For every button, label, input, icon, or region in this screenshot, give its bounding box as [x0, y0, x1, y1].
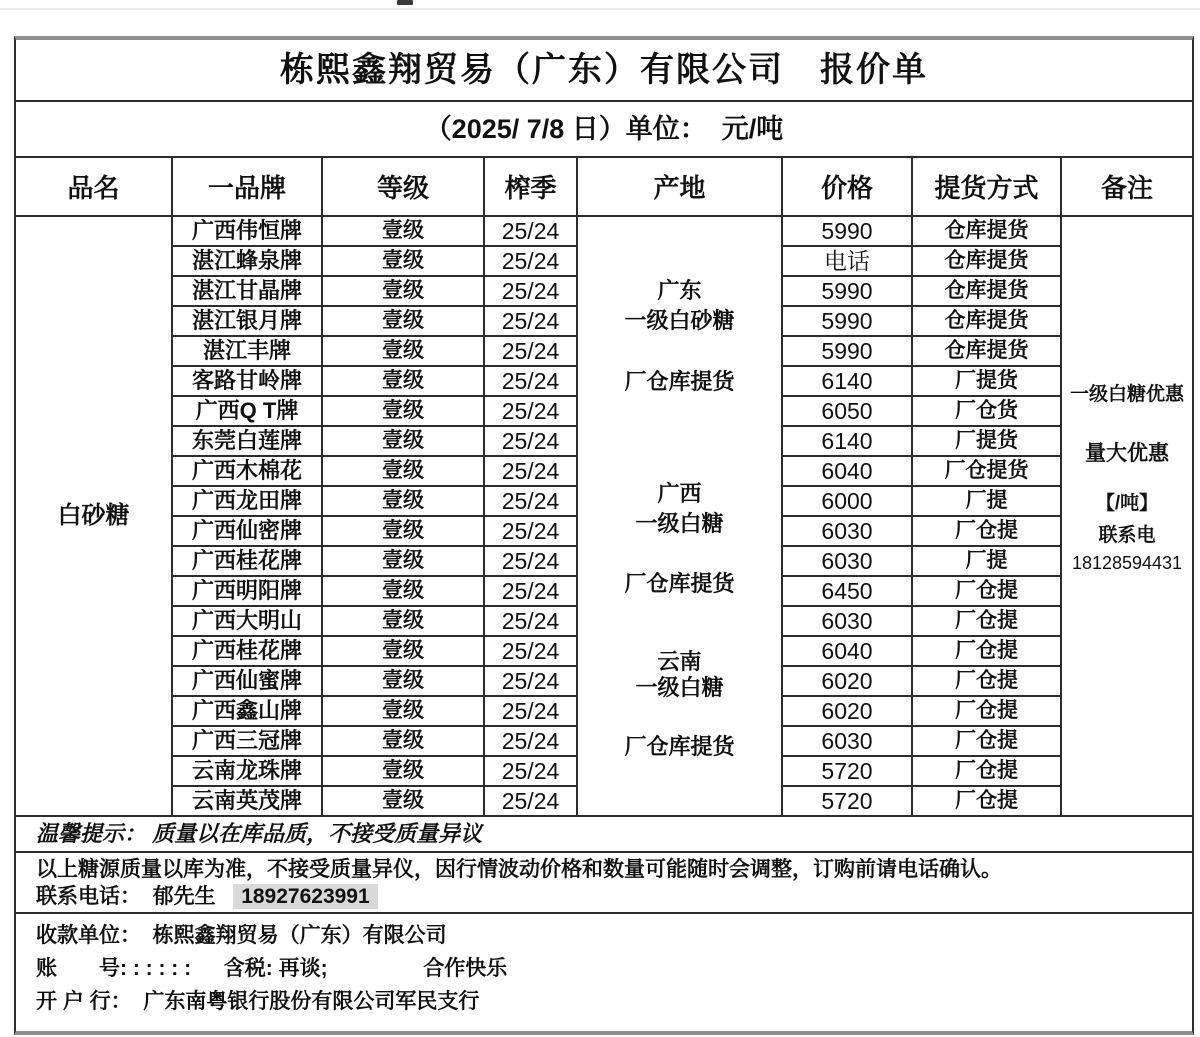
- grade-cell: 壹级: [322, 696, 484, 726]
- origin-region-guangdong: 广东: [657, 278, 702, 303]
- quote-table: [16, 158, 1192, 817]
- quote-table-body: [16, 216, 1192, 816]
- grade-cell: 壹级: [322, 756, 484, 786]
- pickup-cell: 厂提: [912, 486, 1061, 516]
- grade-cell: 壹级: [322, 246, 484, 276]
- price-cell: 电话: [782, 246, 912, 276]
- pickup-cell: 厂仓提: [912, 516, 1061, 546]
- season-cell: 25/24: [484, 276, 577, 306]
- pickup-cell: 仓库提货: [912, 216, 1061, 246]
- origin-pickup-yunnan: 厂仓库提货: [624, 734, 735, 759]
- brand-cell: 客路甘岭牌: [172, 366, 322, 396]
- brand-cell: 广西木棉花: [172, 456, 322, 486]
- season-cell: 25/24: [484, 456, 577, 486]
- price-cell: 6450: [782, 576, 912, 606]
- grade-cell: 壹级: [322, 546, 484, 576]
- date-unit-line: （2025/ 7/8 日）单位： 元/吨: [16, 102, 1192, 158]
- col-header-pickup: 提货方式: [912, 158, 1061, 216]
- origin-product-yunnan: 一级白糖: [635, 675, 724, 700]
- origin-pickup-guangdong: 厂仓库提货: [624, 369, 735, 394]
- payment-info-box: [16, 914, 1192, 1031]
- origin-region-yunnan: 云南: [657, 649, 702, 674]
- origin-region-guangxi: 广西: [657, 481, 702, 506]
- brand-cell: 云南龙珠牌: [172, 756, 322, 786]
- season-cell: 25/24: [484, 396, 577, 426]
- brand-cell: 广西三冠牌: [172, 726, 322, 756]
- grade-cell: 壹级: [322, 456, 484, 486]
- grade-cell: 壹级: [322, 396, 484, 426]
- table-row: [16, 216, 1192, 246]
- pickup-cell: 厂仓提: [912, 726, 1061, 756]
- pickup-cell: 仓库提货: [912, 276, 1061, 306]
- product-name-cell: 白砂糖: [16, 216, 172, 816]
- season-cell: 25/24: [484, 486, 577, 516]
- origin-product-guangdong: 一级白砂糖: [624, 308, 735, 333]
- remark-contact-label: 联系电: [1098, 525, 1156, 546]
- season-cell: 25/24: [484, 246, 577, 276]
- pickup-cell: 厂仓提: [912, 756, 1061, 786]
- price-cell: 6020: [782, 696, 912, 726]
- season-cell: 25/24: [484, 546, 577, 576]
- grade-cell: 壹级: [322, 666, 484, 696]
- brand-cell: 湛江蜂泉牌: [172, 246, 322, 276]
- price-cell: 6020: [782, 666, 912, 696]
- grade-cell: 壹级: [322, 726, 484, 756]
- price-cell: 6030: [782, 606, 912, 636]
- season-cell: 25/24: [484, 696, 577, 726]
- window-edge-artifact: [397, 0, 413, 5]
- brand-cell: 广西桂花牌: [172, 636, 322, 666]
- pickup-cell: 厂提货: [912, 426, 1061, 456]
- origin-cell: [577, 216, 782, 816]
- brand-cell: 广西Q T牌: [172, 396, 322, 426]
- price-cell: 6050: [782, 396, 912, 426]
- remark-cell: [1061, 216, 1192, 816]
- price-cell: 5990: [782, 306, 912, 336]
- col-header-remark: 备注: [1061, 158, 1192, 216]
- brand-cell: 广西大明山: [172, 606, 322, 636]
- brand-cell: 广西仙密牌: [172, 516, 322, 546]
- price-cell: 6040: [782, 456, 912, 486]
- col-header-season: 榨季: [484, 158, 577, 216]
- col-header-brand: 一品牌: [172, 158, 322, 216]
- contact-phone: 18927623991: [233, 884, 377, 909]
- season-cell: 25/24: [484, 576, 577, 606]
- price-cell: 5990: [782, 276, 912, 306]
- quotation-sheet: [14, 36, 1194, 1035]
- brand-cell: 东莞白莲牌: [172, 426, 322, 456]
- price-cell: 5720: [782, 786, 912, 816]
- notes-box: [16, 853, 1192, 914]
- pickup-cell: 厂仓提: [912, 606, 1061, 636]
- brand-cell: 湛江甘晶牌: [172, 276, 322, 306]
- grade-cell: 壹级: [322, 576, 484, 606]
- pickup-cell: 厂仓提: [912, 636, 1061, 666]
- account-line: 账 号: : : : : : 含税: 再谈; 合作快乐: [36, 957, 508, 980]
- pickup-cell: 厂仓货: [912, 396, 1061, 426]
- price-cell: 6030: [782, 516, 912, 546]
- brand-cell: 广西仙蜜牌: [172, 666, 322, 696]
- pickup-cell: 厂提货: [912, 366, 1061, 396]
- brand-cell: 广西伟恒牌: [172, 216, 322, 246]
- bank-line: 开 户 行： 广东南粤银行股份有限公司军民支行: [36, 990, 480, 1013]
- pickup-cell: 厂仓提: [912, 666, 1061, 696]
- page-title: 栋熙鑫翔贸易（广东）有限公司 报价单: [16, 40, 1192, 102]
- remark-bulk-discount: 量大优惠: [1085, 442, 1169, 465]
- quality-note-line: 以上糖源质量以库为准，不接受质量异仪，因行情波动价格和数量可能随时会调整，订购前请电话确认。: [36, 858, 1002, 881]
- season-cell: 25/24: [484, 786, 577, 816]
- grade-cell: 壹级: [322, 606, 484, 636]
- remark-phone-number: 18128594431: [1071, 553, 1183, 573]
- origin-pickup-guangxi: 厂仓库提货: [624, 571, 735, 596]
- contact-line: [36, 883, 1192, 910]
- price-cell: 5990: [782, 216, 912, 246]
- pickup-cell: 厂仓提: [912, 576, 1061, 606]
- season-cell: 25/24: [484, 366, 577, 396]
- table-header-row: [16, 158, 1192, 216]
- season-cell: 25/24: [484, 426, 577, 456]
- remark-discount: 一级白糖优惠: [1069, 384, 1184, 405]
- brand-cell: 广西明阳牌: [172, 576, 322, 606]
- remark-unit: 【/吨】: [1095, 493, 1159, 514]
- season-cell: 25/24: [484, 666, 577, 696]
- season-cell: 25/24: [484, 756, 577, 786]
- warm-tip-line: 温馨提示： 质量以在库品质，不接受质量异议: [16, 817, 1192, 853]
- grade-cell: 壹级: [322, 216, 484, 246]
- col-header-grade: 等级: [322, 158, 484, 216]
- col-header-product: 品名: [16, 158, 172, 216]
- price-cell: 5990: [782, 336, 912, 366]
- price-cell: 6140: [782, 426, 912, 456]
- col-header-origin: 产地: [577, 158, 782, 216]
- separator-line: [0, 8, 1200, 10]
- pickup-cell: 仓库提货: [912, 336, 1061, 366]
- payee-line: 收款单位： 栋熙鑫翔贸易（广东）有限公司: [36, 924, 447, 947]
- season-cell: 25/24: [484, 636, 577, 666]
- grade-cell: 壹级: [322, 426, 484, 456]
- pickup-cell: 仓库提货: [912, 246, 1061, 276]
- price-cell: 6030: [782, 546, 912, 576]
- brand-cell: 广西桂花牌: [172, 546, 322, 576]
- pickup-cell: 厂仓提: [912, 696, 1061, 726]
- grade-cell: 壹级: [322, 636, 484, 666]
- brand-cell: 广西龙田牌: [172, 486, 322, 516]
- grade-cell: 壹级: [322, 276, 484, 306]
- grade-cell: 壹级: [322, 516, 484, 546]
- season-cell: 25/24: [484, 216, 577, 246]
- origin-product-guangxi: 一级白糖: [635, 511, 724, 536]
- grade-cell: 壹级: [322, 336, 484, 366]
- pickup-cell: 厂仓提货: [912, 456, 1061, 486]
- pickup-cell: 仓库提货: [912, 306, 1061, 336]
- price-cell: 6000: [782, 486, 912, 516]
- grade-cell: 壹级: [322, 306, 484, 336]
- season-cell: 25/24: [484, 306, 577, 336]
- season-cell: 25/24: [484, 516, 577, 546]
- price-cell: 6040: [782, 636, 912, 666]
- grade-cell: 壹级: [322, 366, 484, 396]
- season-cell: 25/24: [484, 606, 577, 636]
- brand-cell: 湛江银月牌: [172, 306, 322, 336]
- pickup-cell: 厂提: [912, 546, 1061, 576]
- price-cell: 6140: [782, 366, 912, 396]
- brand-cell: 广西鑫山牌: [172, 696, 322, 726]
- season-cell: 25/24: [484, 336, 577, 366]
- price-cell: 5720: [782, 756, 912, 786]
- price-cell: 6030: [782, 726, 912, 756]
- brand-cell: 湛江丰牌: [172, 336, 322, 366]
- pickup-cell: 厂仓提: [912, 786, 1061, 816]
- brand-cell: 云南英茂牌: [172, 786, 322, 816]
- grade-cell: 壹级: [322, 486, 484, 516]
- contact-label: 联系电话： 郁先生: [36, 885, 216, 908]
- col-header-price: 价格: [782, 158, 912, 216]
- season-cell: 25/24: [484, 726, 577, 756]
- grade-cell: 壹级: [322, 786, 484, 816]
